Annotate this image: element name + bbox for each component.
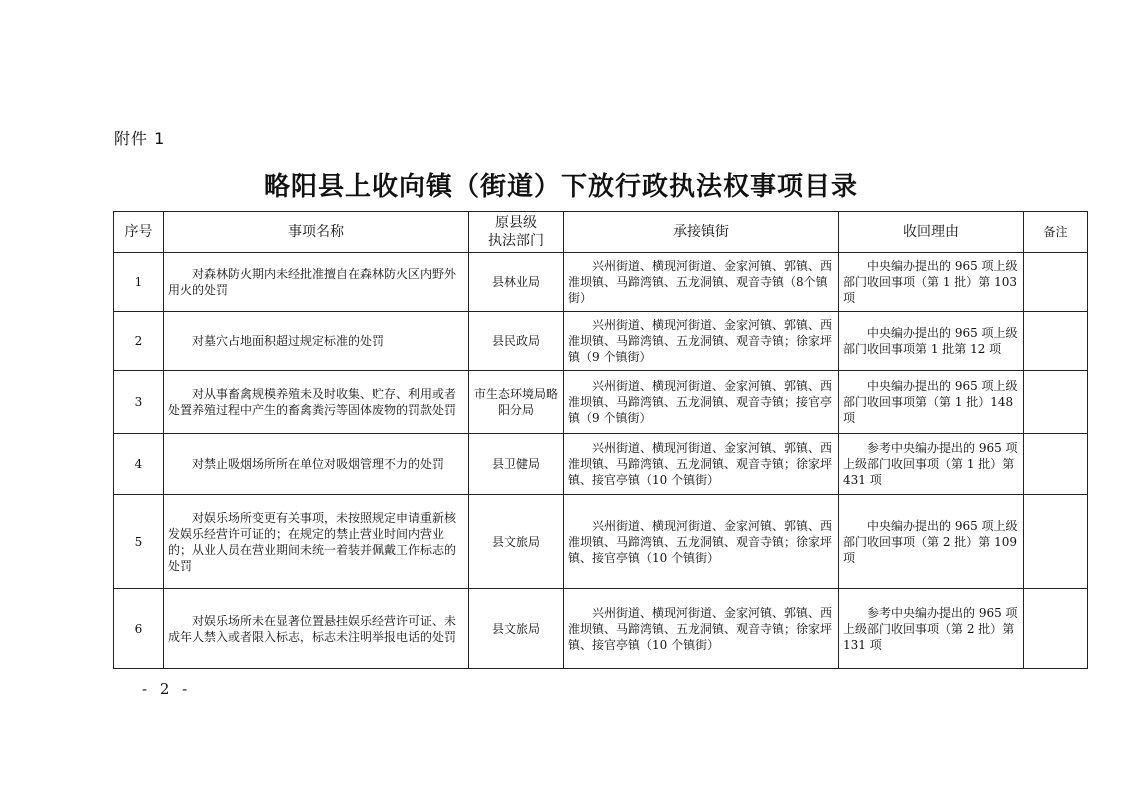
item-name-text: 对森林防火期内未经批准擅自在森林防火区内野外用火的处罚: [168, 267, 457, 297]
table-header-row: [114, 212, 1088, 253]
header-towns: 承接镇街: [564, 212, 839, 253]
item-name-text: 对墓穴占地面积超过规定标准的处罚: [192, 334, 385, 348]
towns-text: 兴州街道、横现河街道、金家河镇、郭镇、西淮坝镇、马蹄湾镇、五龙洞镇、观音寺镇；徐家坪镇、接官亭镇（10 个镇街）: [568, 441, 833, 487]
reason-text: 中央编办提出的 965 项上级部门收回事项（第 1 批）第 103 项: [843, 259, 1018, 305]
item-name-text: 对娱乐场所变更有关事项，未按照规定申请重新核发娱乐经营许可证的；在规定的禁止营业时间内营业的；从业人员在营业期间未统一着装并佩戴工作标志的处罚: [168, 510, 457, 573]
cell-dept: 县文旅局: [469, 495, 564, 589]
cell-item-name: [164, 371, 469, 434]
table-row: [114, 253, 1088, 312]
cell-item-name: [164, 495, 469, 589]
cell-no: 4: [114, 434, 164, 495]
table-row: [114, 434, 1088, 495]
cell-reason: [839, 589, 1024, 669]
reason-text: 中央编办提出的 965 项上级部门收回事项（第 2 批）第 109 项: [843, 518, 1018, 565]
towns-text: 兴州街道、横现河街道、金家河镇、郭镇、西淮坝镇、马蹄湾镇、五龙洞镇、观音寺镇（8个镇街）: [568, 259, 833, 305]
cell-no: 5: [114, 495, 164, 589]
document-title: 略阳县上收向镇（街道）下放行政执法权事项目录: [263, 172, 858, 202]
cell-dept: 县文旅局: [469, 589, 564, 669]
header-reason: 收回理由: [839, 212, 1024, 253]
cell-towns: [564, 253, 839, 312]
cell-reason: [839, 253, 1024, 312]
header-original-dept-line1: 原县级: [495, 215, 537, 231]
cell-towns: [564, 495, 839, 589]
table-row: [114, 589, 1088, 669]
cell-no: 6: [114, 589, 164, 669]
cell-dept: 县卫健局: [469, 434, 564, 495]
reason-text: 中央编办提出的 965 项上级部门收回事项第（第 1 批）148 项: [843, 379, 1018, 425]
towns-text: 兴州街道、横现河街道、金家河镇、郭镇、西淮坝镇、马蹄湾镇、五龙洞镇、观音寺镇；徐家坪镇、接官亭镇（10 个镇街）: [568, 605, 833, 652]
cell-reason: [839, 371, 1024, 434]
table-row: [114, 312, 1088, 371]
reason-text: 参考中央编办提出的 965 项上级部门收回事项（第 2 批）第 131 项: [843, 605, 1018, 652]
cell-note: [1024, 371, 1088, 434]
cell-dept: 县民政局: [469, 312, 564, 371]
header-note: 备注: [1024, 212, 1088, 253]
cell-item-name: [164, 312, 469, 371]
catalog-table: [113, 211, 1088, 669]
cell-dept: 县林业局: [469, 253, 564, 312]
cell-no: 1: [114, 253, 164, 312]
item-name-text: 对从事畜禽规模养殖未及时收集、贮存、利用或者处置养殖过程中产生的畜禽粪污等固体废物的罚款处罚: [168, 387, 457, 417]
reason-text: 中央编办提出的 965 项上级部门收回事项第 1 批第 12 项: [843, 326, 1018, 356]
cell-item-name: [164, 434, 469, 495]
cell-reason: [839, 312, 1024, 371]
header-item-name: 事项名称: [164, 212, 469, 253]
header-no: 序号: [114, 212, 164, 253]
item-name-text: 对娱乐场所未在显著位置悬挂娱乐经营许可证、未成年人禁入或者限入标志，标志未注明举报电话的处罚: [168, 613, 457, 644]
cell-item-name: [164, 589, 469, 669]
reason-text: 参考中央编办提出的 965 项上级部门收回事项（第 1 批）第 431 项: [843, 441, 1018, 487]
cell-reason: [839, 434, 1024, 495]
cell-note: [1024, 589, 1088, 669]
towns-text: 兴州街道、横现河街道、金家河镇、郭镇、西淮坝镇、马蹄湾镇、五龙洞镇、观音寺镇；徐家坪镇、接官亭镇（10 个镇街）: [568, 518, 833, 565]
cell-note: [1024, 495, 1088, 589]
towns-text: 兴州街道、横现河街道、金家河镇、郭镇、西淮坝镇、马蹄湾镇、五龙洞镇、观音寺镇；接官亭镇（9 个镇街）: [568, 379, 833, 425]
cell-towns: [564, 312, 839, 371]
cell-no: 3: [114, 371, 164, 434]
header-original-dept: [469, 212, 564, 253]
header-original-dept-line2: 执法部门: [488, 233, 544, 249]
cell-note: [1024, 434, 1088, 495]
table-row: [114, 495, 1088, 589]
towns-text: 兴州街道、横现河街道、金家河镇、郭镇、西淮坝镇、马蹄湾镇、五龙洞镇、观音寺镇；徐家坪镇（9 个镇街）: [568, 318, 833, 364]
cell-dept: 市生态环境局略阳分局: [469, 371, 564, 434]
cell-note: [1024, 253, 1088, 312]
cell-towns: [564, 434, 839, 495]
table-row: [114, 371, 1088, 434]
attachment-label: 附件 1: [114, 129, 166, 148]
cell-note: [1024, 312, 1088, 371]
cell-item-name: [164, 253, 469, 312]
cell-no: 2: [114, 312, 164, 371]
cell-towns: [564, 589, 839, 669]
page-number: - 2 -: [142, 680, 192, 698]
item-name-text: 对禁止吸烟场所所在单位对吸烟管理不力的处罚: [192, 457, 445, 471]
cell-reason: [839, 495, 1024, 589]
cell-towns: [564, 371, 839, 434]
